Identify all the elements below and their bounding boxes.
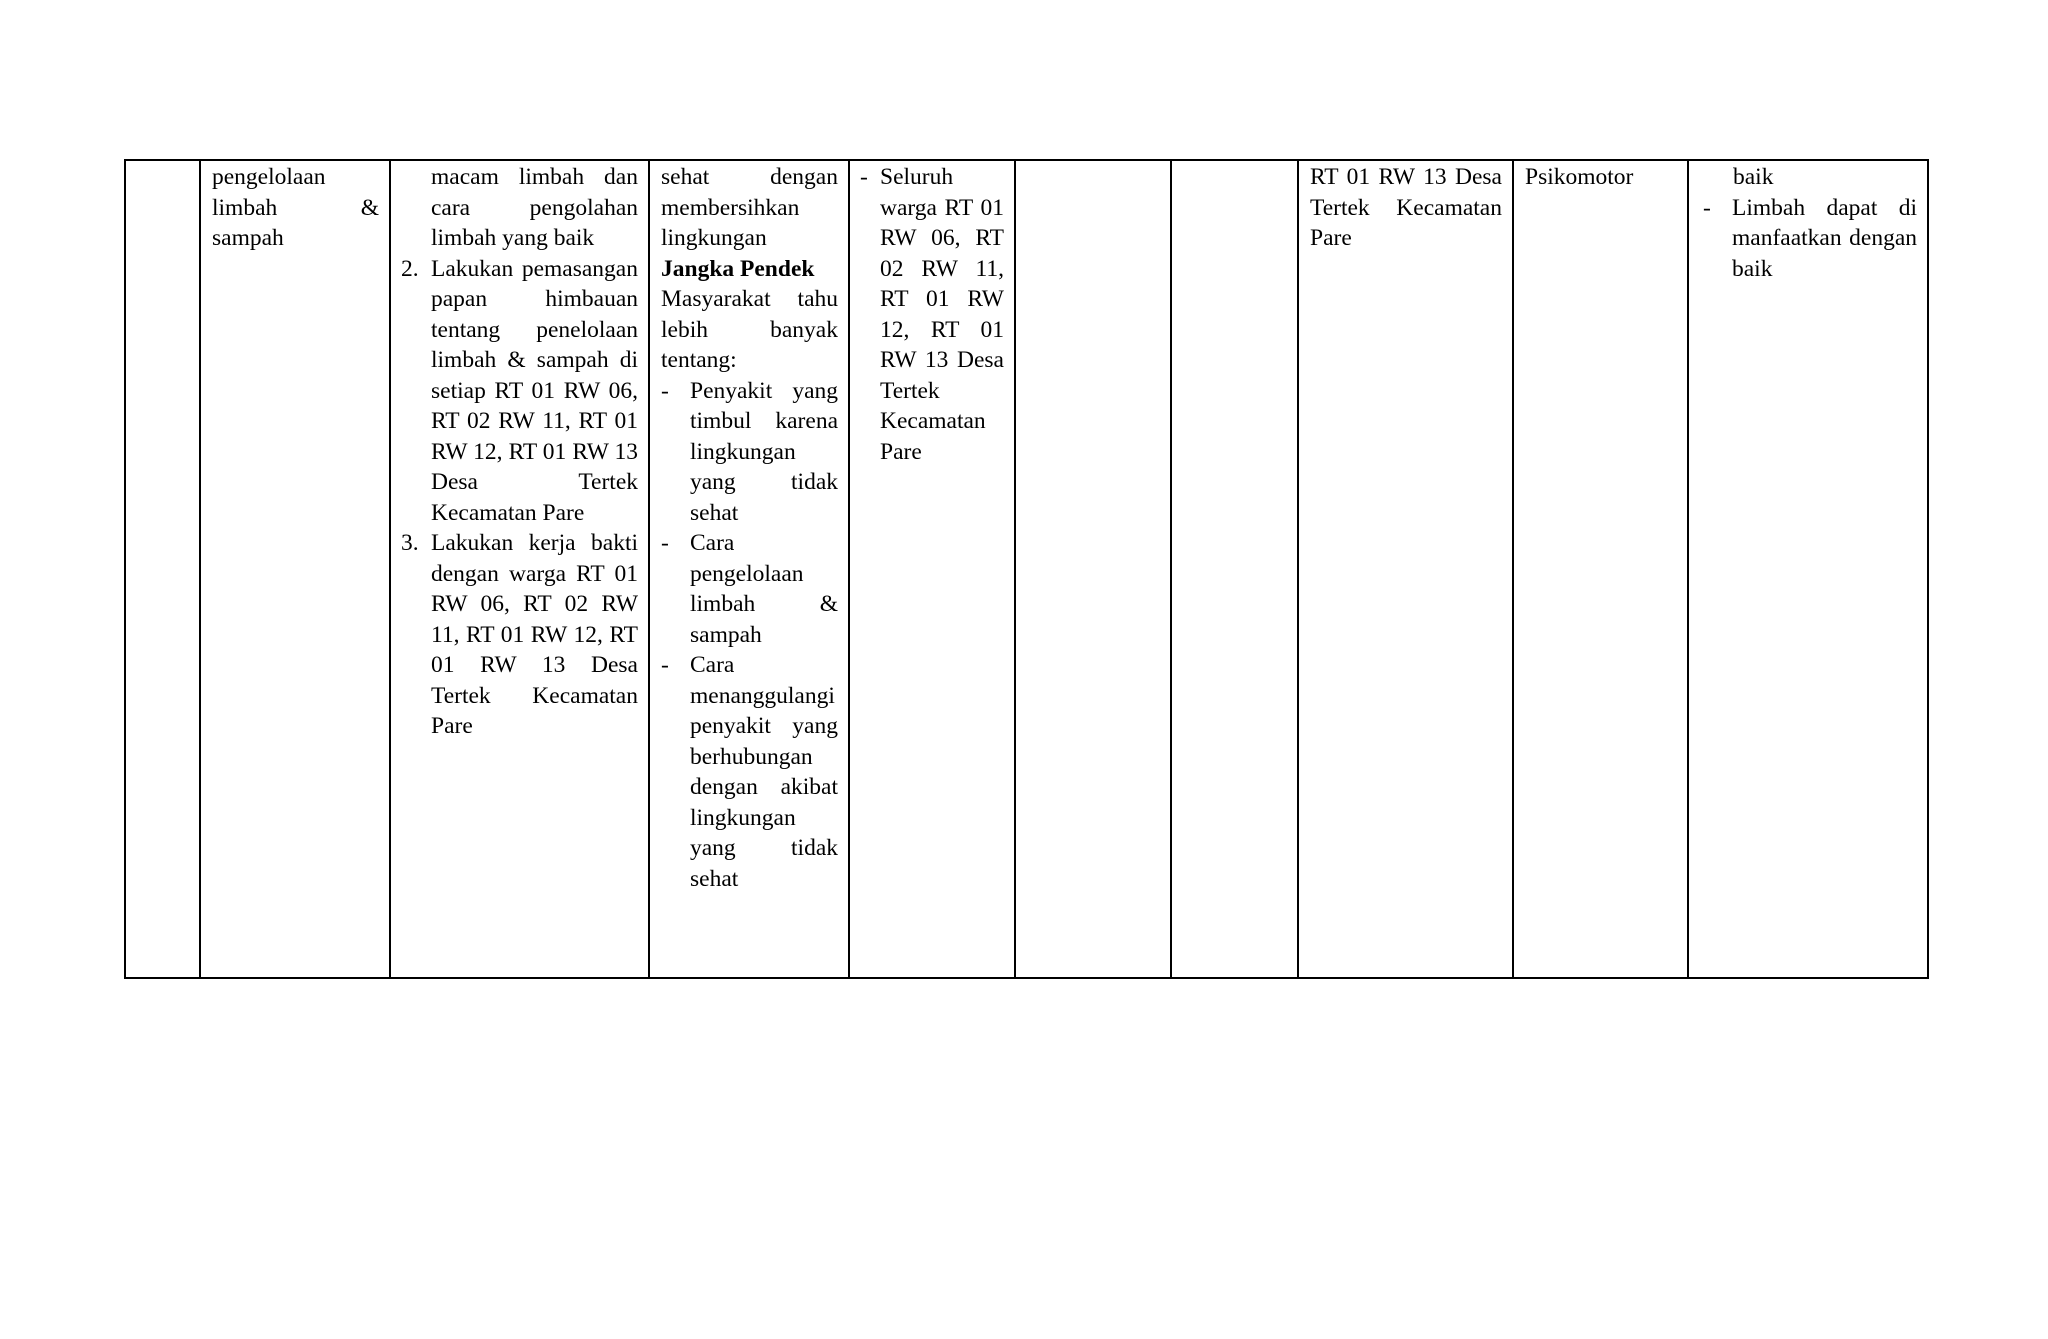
list-item-text: Cara menanggulangi penyakit yang berhubungan dengan akibat lingkungan yang tidak sehat xyxy=(690,652,838,892)
objectives-heading: Jangka Pendek xyxy=(661,255,815,282)
objectives-lead: sehat dengan membersihkan lingkungan xyxy=(661,164,838,251)
list-item-text: Penyakit yang timbul karena lingkungan yang tidak sehat xyxy=(690,377,838,526)
list-item-text: Lakukan kerja bakti dengan warga RT 01 RW 06, RT 02 RW 11, RT 01 RW 12, RT 01 RW 13 Desa Tertek Kecamatan Pare xyxy=(431,530,638,739)
list-item-text: Cara pengelolaan limbah & sampah xyxy=(690,530,838,648)
list-item xyxy=(661,528,838,650)
list-dash: - xyxy=(860,164,868,190)
list-dash: - xyxy=(661,530,669,556)
objectives-intro: Masyarakat tahu lebih banyak tentang: xyxy=(661,286,838,373)
list-item-text: Lakukan pemasangan papan himbauan tentang penelolaan limbah & sampah di setiap RT 01 RW 06, RT 02 RW 11, RT 01 RW 12, RT 01 RW 13 Desa Tertek Kecamatan Pare xyxy=(431,255,638,526)
list-item xyxy=(401,528,638,742)
objectives-list xyxy=(661,376,838,895)
cell-activities xyxy=(390,160,649,978)
list-dash: - xyxy=(1703,194,1711,221)
list-dash: - xyxy=(661,377,669,404)
cell-indicator xyxy=(1688,160,1928,978)
list-item xyxy=(401,254,638,529)
topic-text: pengelolaan limbah & sampah xyxy=(212,164,379,251)
target-list xyxy=(860,162,1004,467)
cell-number xyxy=(125,160,200,978)
list-number: 3. xyxy=(401,530,419,556)
planning-table xyxy=(124,159,1929,979)
activities-lead: macam limbah dan cara pengolahan limbah yang baik xyxy=(431,164,638,251)
cell-objectives xyxy=(649,160,849,978)
cell-empty-1 xyxy=(1015,160,1171,978)
list-item-text: Limbah dapat di manfaatkan dengan baik xyxy=(1732,194,1917,282)
cell-aspect xyxy=(1513,160,1688,978)
list-item xyxy=(661,376,838,529)
cell-location xyxy=(1298,160,1513,978)
list-dash: - xyxy=(661,652,669,678)
indicator-lead: baik xyxy=(1733,164,1774,190)
list-item-text: Seluruh warga RT 01 RW 06, RT 02 RW 11, RT 01 RW 12, RT 01 RW 13 Desa Tertek Kecamatan Pare xyxy=(880,164,1004,465)
indicator-list xyxy=(1703,193,1917,285)
location-text: RT 01 RW 13 Desa Tertek Kecamatan Pare xyxy=(1310,164,1502,251)
list-number: 2. xyxy=(401,255,419,282)
cell-target xyxy=(849,160,1015,978)
cell-topic xyxy=(200,160,390,978)
list-item xyxy=(661,650,838,894)
list-item xyxy=(1703,193,1917,285)
aspect-text: Psikomotor xyxy=(1525,164,1634,190)
table-row xyxy=(125,160,1928,978)
cell-empty-2 xyxy=(1171,160,1298,978)
list-item xyxy=(860,162,1004,467)
activities-list xyxy=(401,254,638,742)
